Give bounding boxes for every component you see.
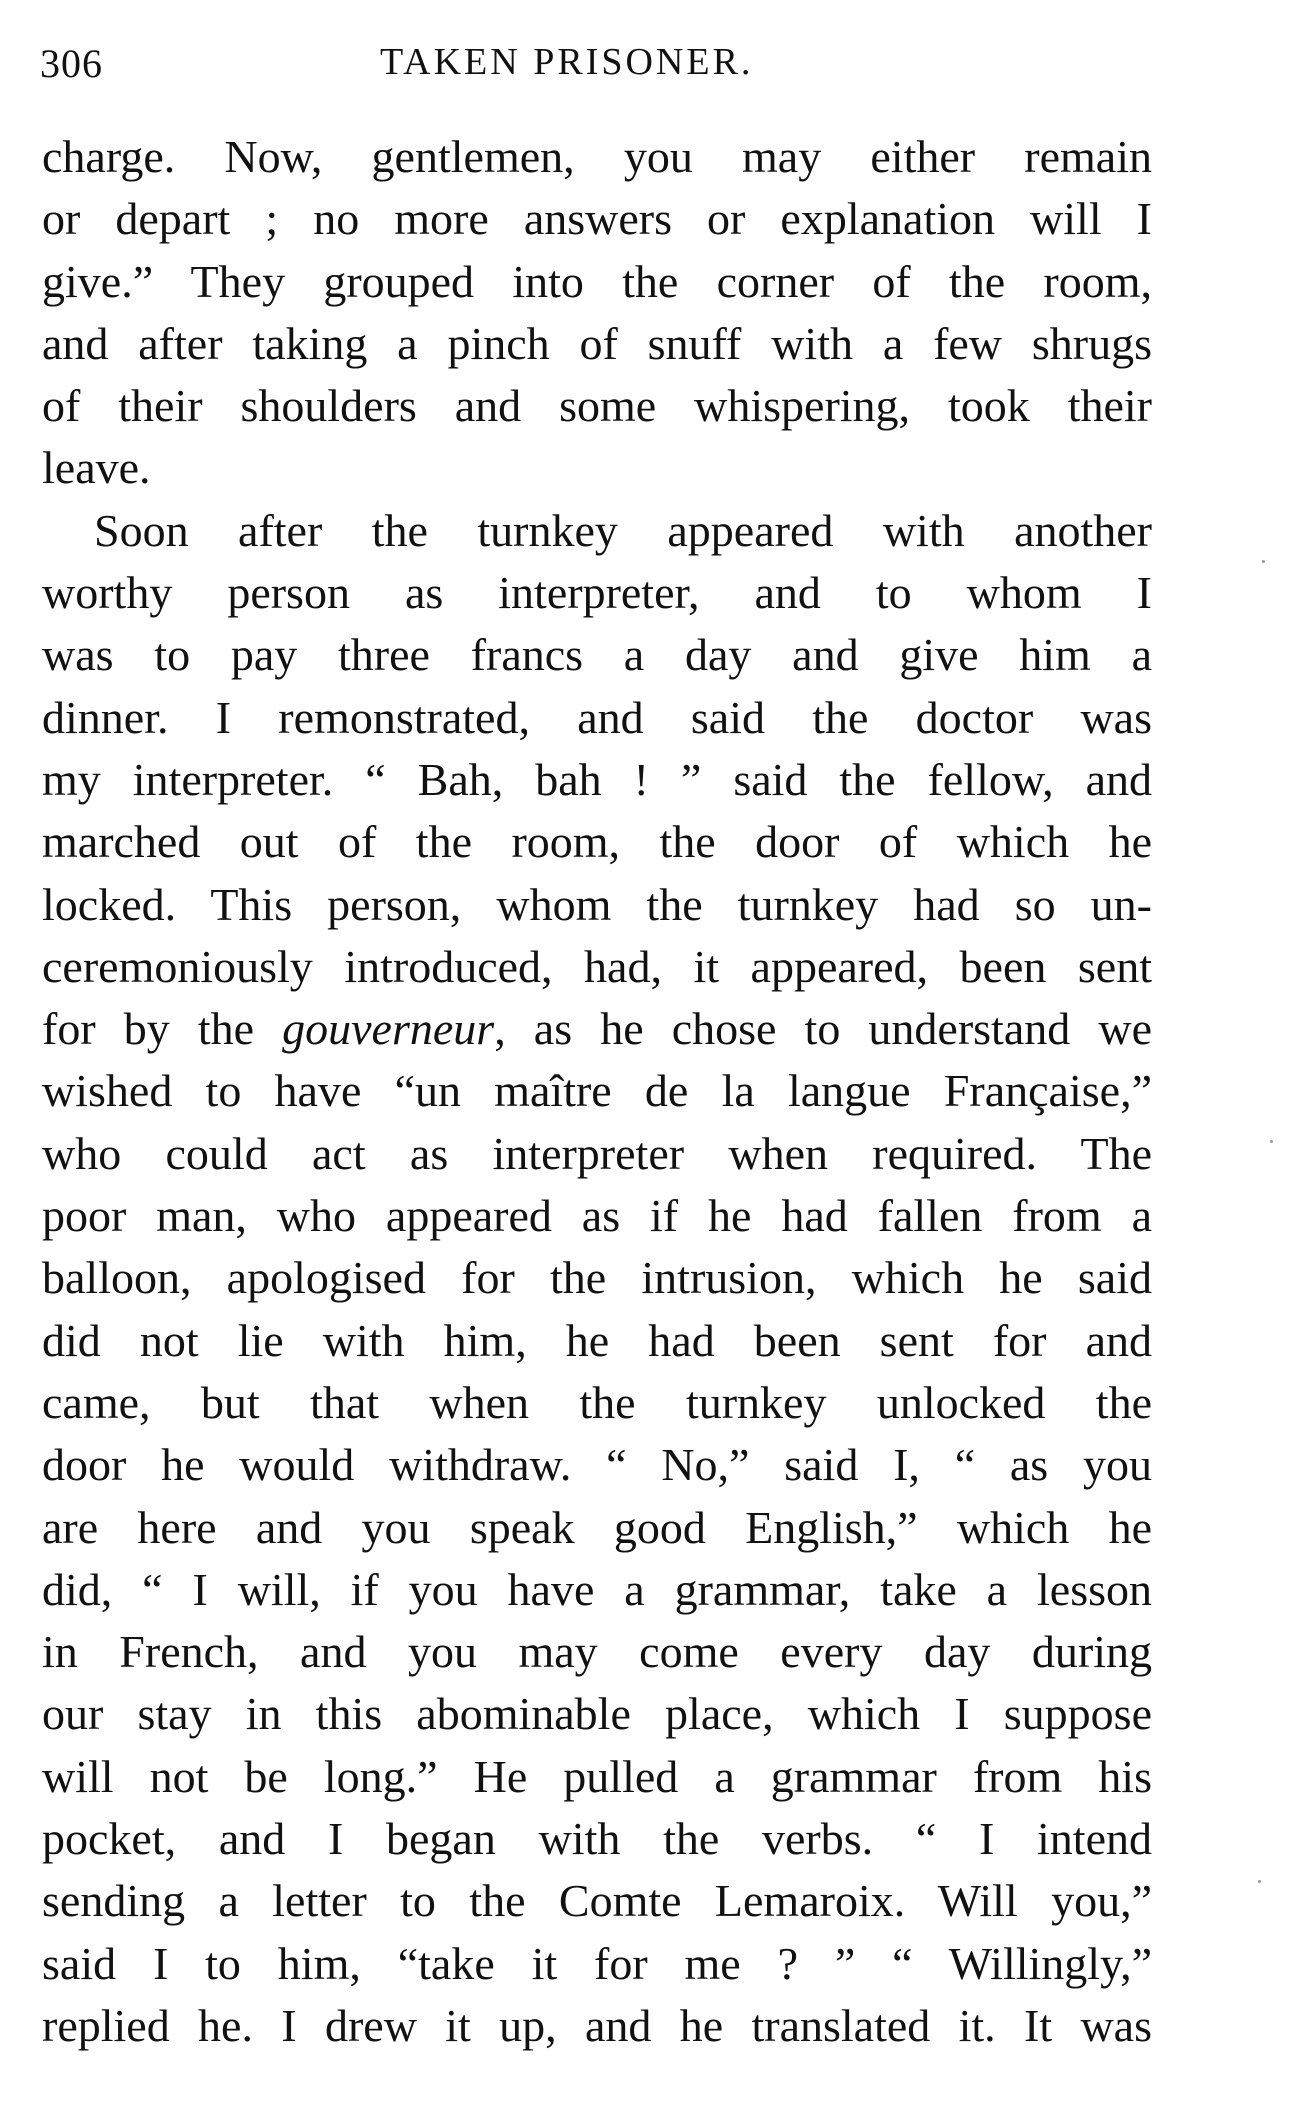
text-line: will not be long.” He pulled a grammar from his — [42, 1750, 1152, 1802]
text-line: are here and you speak good English,” which he — [42, 1501, 1152, 1553]
text-line: did, “ I will, if you have a grammar, take a lesson — [42, 1563, 1152, 1615]
text-line: leave. — [42, 442, 151, 494]
text-line: charge. Now, gentlemen, you may either remain — [42, 131, 1152, 182]
italic-term: gouverneur — [282, 1003, 495, 1055]
text-line: did not lie with him, he had been sent for and — [42, 1314, 1152, 1366]
text-line: was to pay three francs a day and give him a — [42, 629, 1152, 681]
text-line: and after taking a pinch of snuff with a few shrugs — [42, 317, 1152, 369]
paper-speck — [1262, 560, 1265, 563]
text-line: poor man, who appeared as if he had fallen from a — [42, 1190, 1152, 1242]
text-line: Soon after the turnkey appeared with another — [94, 504, 1152, 556]
body-text — [42, 126, 1152, 2057]
text-line: our stay in this abominable place, which I suppose — [42, 1688, 1152, 1740]
text-line: came, but that when the turnkey unlocked the — [42, 1376, 1152, 1428]
text-line: or depart ; no more answers or explanation will I — [42, 193, 1152, 245]
text-line: sending a letter to the Comte Lemaroix. Will you,” — [42, 1875, 1152, 1927]
page-number: 306 — [40, 41, 103, 86]
text-line: give.” They grouped into the corner of the room, — [42, 255, 1152, 307]
text-line: balloon, apologised for the intrusion, which he said — [42, 1252, 1152, 1304]
paper-speck — [1258, 1880, 1261, 1883]
text-line: said I to him, “take it for me ? ” “ Willingly,” — [42, 1937, 1152, 1989]
text-line: locked. This person, whom the turnkey had so un- — [42, 878, 1152, 930]
text-line: door he would withdraw. “ No,” said I, “ as you — [42, 1439, 1152, 1491]
text-line: pocket, and I began with the verbs. “ I intend — [42, 1813, 1152, 1865]
text-line: for by the gouverneur, as he chose to understand we — [42, 1003, 1152, 1055]
text-line: worthy person as interpreter, and to whom I — [42, 567, 1152, 619]
text-line: marched out of the room, the door of which he — [42, 816, 1152, 868]
text-line: in French, and you may come every day during — [42, 1626, 1152, 1678]
page-header — [40, 40, 1140, 100]
text-line: who could act as interpreter when required. The — [42, 1127, 1152, 1179]
text-line: of their shoulders and some whispering, took their — [42, 380, 1152, 432]
paragraph — [42, 126, 1152, 500]
text-line: dinner. I remonstrated, and said the doctor was — [42, 691, 1152, 743]
paragraph — [42, 500, 1152, 2057]
text-line: ceremoniously introduced, had, it appeared, been sent — [42, 940, 1152, 992]
running-head: TAKEN PRISONER. — [380, 41, 754, 83]
text-line: my interpreter. “ Bah, bah ! ” said the fellow, and — [42, 753, 1152, 805]
text-line: wished to have “un maître de la langue Française,” — [42, 1065, 1152, 1117]
text-line: replied he. I drew it up, and he translated it. It was — [42, 1999, 1152, 2051]
paper-speck — [1270, 1140, 1273, 1143]
